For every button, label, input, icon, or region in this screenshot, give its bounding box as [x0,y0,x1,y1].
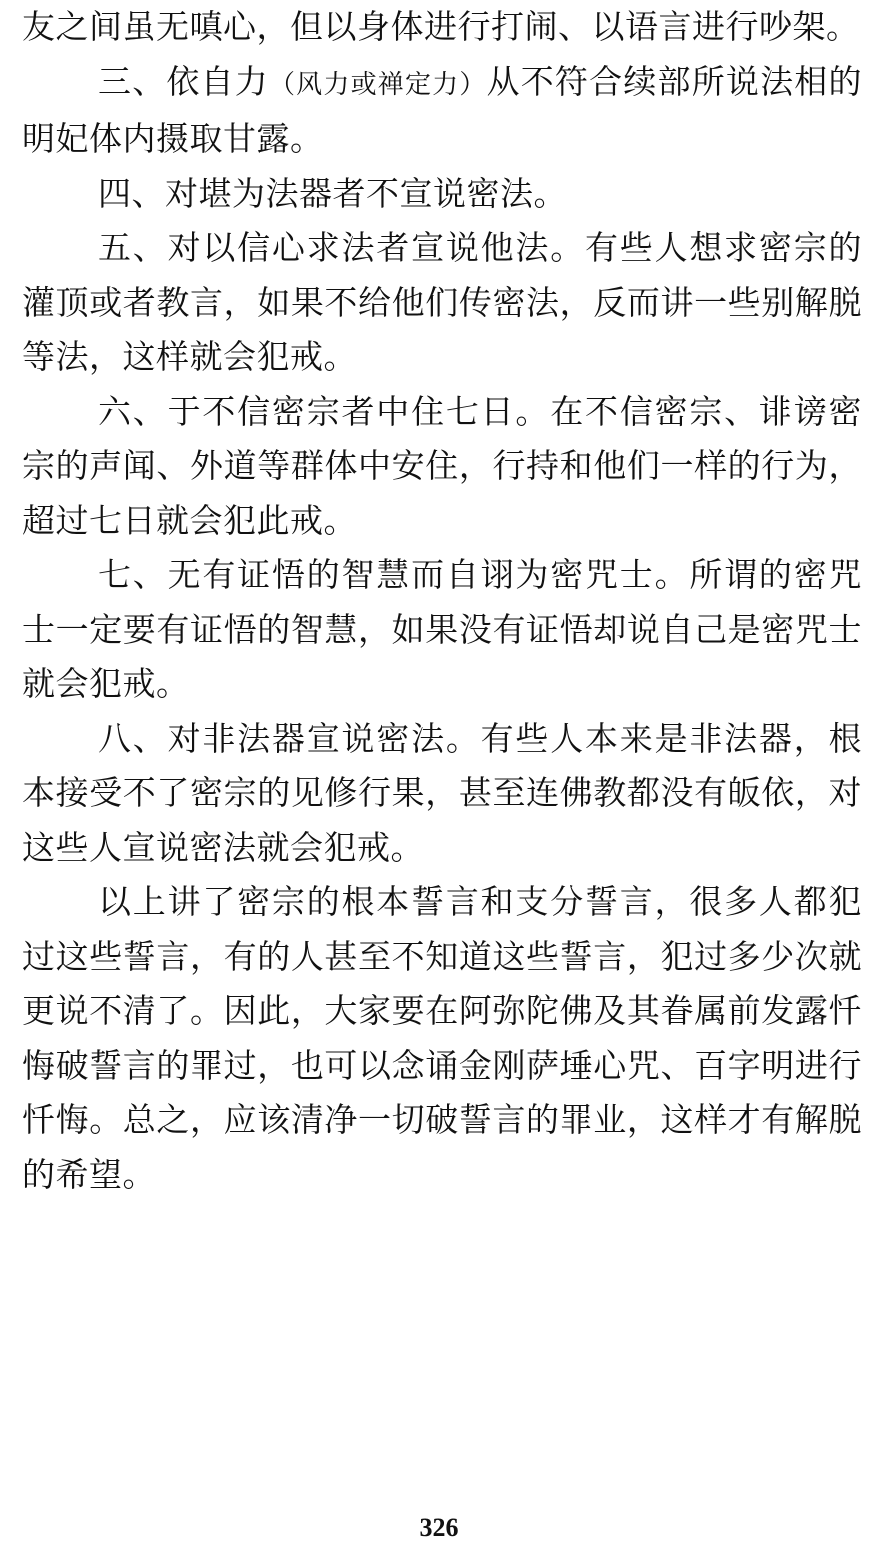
item-three-text-before: 三、依自力 [98,61,269,101]
paragraph-item-four: 四、对堪为法器者不宣说密法。 [98,173,567,213]
paragraph-continuation: 友之间虽无嗔心，但以身体进行打闹、以语言进行吵架。 [22,7,860,46]
paragraph-item-five: 五、对以信心求法者宣说他法。有些人想求密宗的灌顶或者教言，如果不给他们传密法，反而讲一些别解脱等法，这样就会犯戒。 [22,228,862,376]
paragraph-summary: 以上讲了密宗的根本誓言和支分誓言，很多人都犯过这些誓言，有的人甚至不知道这些誓言，犯过多少次就更说不清了。因此，大家要在阿弥陀佛及其眷属前发露忏悔破誓言的罪过，也可以念诵金刚萨埵心咒、百字明进行忏悔。总之，应该清净一切破誓言的罪业，这样才有解脱的希望。 [22,882,862,1194]
paragraph-item-seven: 七、无有证悟的智慧而自诩为密咒士。所谓的密咒士一定要有证悟的智慧，如果没有证悟却说自己是密咒士就会犯戒。 [22,555,862,703]
item-three-text-after: 从不符合续部所说法相的明妃体内摄取甘露。 [22,61,862,158]
page-number: 326 [419,1513,459,1542]
paragraph-item-three [22,55,862,167]
paragraph-item-eight: 八、对非法器宣说密法。有些人本来是非法器，根本接受不了密宗的见修行果，甚至连佛教都没有皈依，对这些人宣说密法就会犯戒。 [22,718,862,867]
paragraph-item-six: 六、于不信密宗者中住七日。在不信密宗、诽谤密宗的声闻、外道等群体中安住，行持和他们一样的行为，超过七日就会犯此戒。 [22,391,862,540]
page-body [22,0,862,1202]
item-three-note: （风力或禅定力） [268,69,487,100]
